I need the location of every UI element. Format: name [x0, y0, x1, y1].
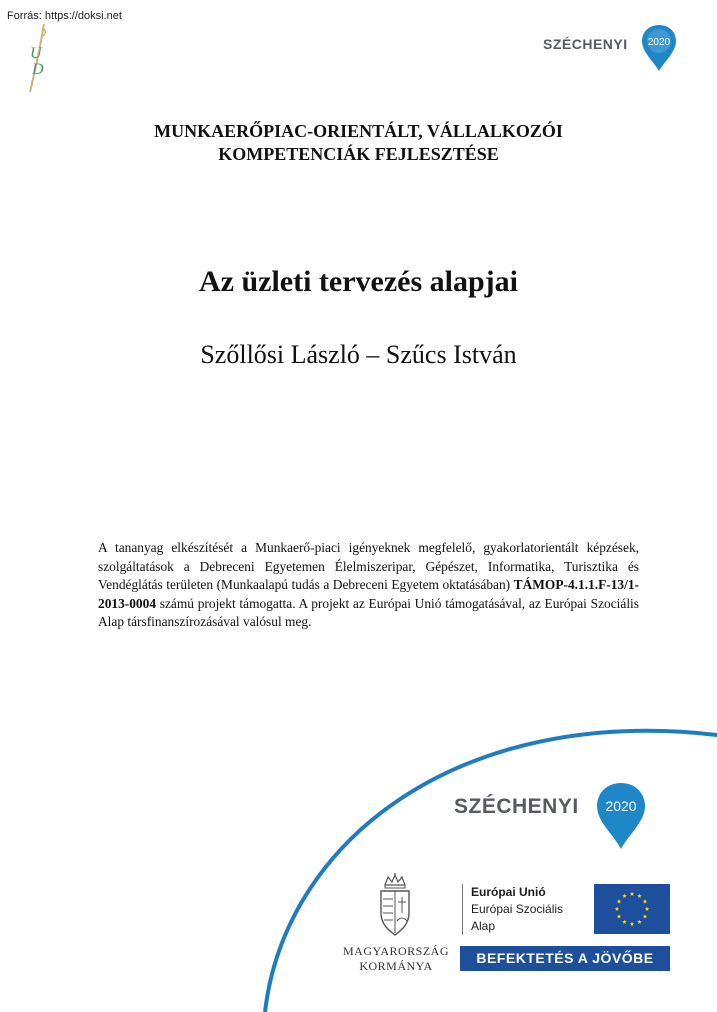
document-title: Az üzleti tervezés alapjai: [198, 265, 519, 298]
esf-name: Alap: [471, 919, 496, 933]
szechenyi-year: 2020: [647, 37, 671, 48]
szechenyi-2020-logo-bottom: [452, 782, 667, 852]
invest-banner: BEFEKTETÉS A JÖVŐBE: [460, 946, 670, 971]
location-pin-icon: [596, 782, 646, 850]
svg-text:U: U: [30, 45, 42, 62]
project-code: TÁMOP-4.1.1.F-13/1-2013-0004: [98, 577, 639, 611]
source-label: Forrás: https://doksi.net: [7, 10, 122, 22]
government-name: [340, 944, 452, 974]
esf-name: Európai Szociális: [471, 902, 564, 916]
eu-name: Európai Unió: [471, 885, 546, 899]
eu-fund-label: [462, 884, 563, 935]
program-title-line: MUNKAERŐPIAC-ORIENTÁLT, VÁLLALKOZÓI: [154, 121, 563, 141]
support-text-after: számú projekt támogatta. A projekt az Európai Unió támogatásával, az Európai Szociális Alap társfinanszírozásával valósul meg.: [98, 595, 639, 630]
authors: Szőllősi László – Szűcs István: [200, 340, 517, 369]
szechenyi-year: 2020: [605, 798, 637, 814]
program-title-line: KOMPETENCIÁK FEJLESZTÉSE: [218, 144, 499, 164]
szechenyi-brand: SZÉCHENYI: [543, 36, 628, 52]
svg-text:D: D: [32, 61, 44, 78]
eu-flag-icon: [594, 884, 670, 934]
support-text-before: A tananyag elkészítését a Munkaerő-piaci igényeknek megfelelő, gyakorlatorientált képzések, szolgáltatások a Debreceni Egyetemen Élelmiszeripar, Gépészet, Informatika, Turisztika és Vendéglátás területen (Munkaalapú tudás a Debreceni Egyetem oktatásában): [98, 540, 639, 593]
government-line: KORMÁNYA: [359, 959, 433, 973]
szechenyi-brand: SZÉCHENYI: [454, 795, 579, 818]
hungarian-coat-of-arms-icon: [376, 873, 414, 937]
government-line: MAGYARORSZÁG: [342, 944, 449, 958]
